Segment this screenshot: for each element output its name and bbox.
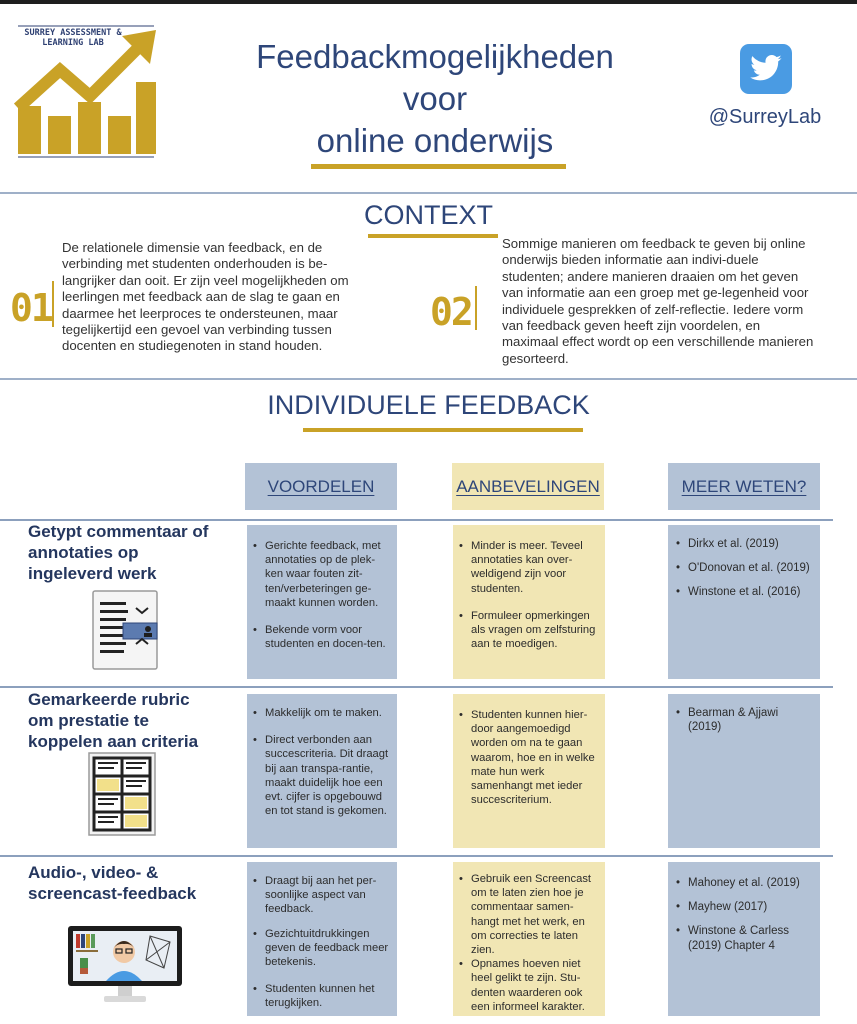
voordelen-cell <box>247 862 397 1016</box>
list-item: • Minder is meer. Teveel annotaties kan over-weldigend zijn voor studenten. <box>457 539 597 596</box>
list-item: • Gebruik een Screencast om te laten zien hoe je commentaar samen-hangt met het werk, en om correcties te laten zien. <box>457 872 597 957</box>
divider <box>0 378 857 380</box>
list-item: • Gezichtuitdrukkingen geven de feedback meer betekenis. <box>251 927 389 970</box>
row-title-audio-video: Audio-, video- & screencast-feedback <box>28 863 197 903</box>
context-bar-2 <box>475 286 477 330</box>
context-number-2: 02 <box>430 290 472 334</box>
column-header-voordelen: VOORDELEN <box>245 463 397 510</box>
list-item: • Gerichte feedback, met annotaties op de plek-ken waar fouten zit-ten/verbeteringen ge-maakt kunnen worden. <box>251 539 389 610</box>
row-title-typed-comments: Getypt commentaar of annotaties op ingeleverd werk <box>28 522 209 583</box>
surrey-lab-logo <box>14 24 159 160</box>
title-line-3: online onderwijs <box>316 122 554 159</box>
list-item: • Opnames hoeven niet heel gelikt te zijn. Stu-denten waarderen ook een informeel karakter. <box>457 957 597 1014</box>
reference-item: • Winstone & Carless (2019) Chapter 4 <box>674 924 814 952</box>
list-item: • Studenten kunnen het terugkijken. <box>251 982 389 1010</box>
meer-weten-cell <box>668 694 820 848</box>
aanbevelingen-cell <box>453 862 605 1016</box>
rubric-grid-icon <box>88 752 156 836</box>
list-item: • Draagt bij aan het per-soonlijke aspect van feedback. <box>251 874 389 917</box>
annotated-document-icon <box>92 590 158 670</box>
page-title <box>200 36 670 162</box>
video-monitor-icon <box>66 924 184 1006</box>
meer-weten-cell <box>668 862 820 1016</box>
context-text-1: De relationele dimensie van feedback, en de verbinding met studenten onderhouden is be-langrijker dan ooit. Er zijn veel mogelijkheden om leerlingen met feedback aan de slag te gaan en daarmee het leerproces te ondersteunen, maar tegelijkertijd een gevoel van verbinding tussen docenten en studiegenoten in stand houden. <box>62 240 349 354</box>
reference-item: • Bearman & Ajjawi (2019) <box>674 706 814 734</box>
list-item: • Direct verbonden aan succescriteria. Dit draagt bij aan transpa-rantie, maakt duidelijk hoe een evt. cijfer is opgebouwd en tot stand is gekomen. <box>251 733 389 818</box>
reference-item: • Dirkx et al. (2019) <box>674 537 814 551</box>
column-header-aanbevelingen: AANBEVELINGEN <box>452 463 604 510</box>
logo-text: SURREY ASSESSMENT & LEARNING LAB <box>24 28 122 48</box>
context-number-1: 01 <box>10 286 52 330</box>
meer-weten-cell <box>668 525 820 679</box>
title-line-1: Feedbackmogelijkheden <box>256 38 614 75</box>
voordelen-cell <box>247 525 397 679</box>
context-underline <box>368 234 498 238</box>
individual-feedback-underline <box>303 428 583 432</box>
context-text-2: Sommige manieren om feedback te geven bij online onderwijs bieden informatie aan indivi-duele studenten; andere manieren draaien om het geven van informatie aan een groep met ge-legenheid voor individuele gesprekken of zelf-reflectie. Iedere vorm van feedback geven heeft zijn voordelen, en maximaal effect wordt op een verschillende manieren gesorteerd. <box>502 236 814 366</box>
divider <box>0 192 857 194</box>
twitter-bird-icon[interactable] <box>740 44 792 94</box>
reference-item: • O'Donovan et al. (2019) <box>674 561 814 575</box>
list-item: • Studenten kunnen hier-door aangemoedigd worden om na te gaan waarom, hoe en in welke mate hun werk samenhangt met ieder succescriterium. <box>457 708 597 807</box>
context-bar-1 <box>52 281 54 327</box>
twitter-handle[interactable]: @SurreyLab <box>708 106 822 128</box>
list-item: • Formuleer opmerkingen als vragen om zelfsturing aan te moedigen. <box>457 609 597 652</box>
row-divider <box>0 686 833 688</box>
row-title-rubric: Gemarkeerde rubric om prestatie te koppelen aan criteria <box>28 690 199 751</box>
row-divider <box>0 855 833 857</box>
individual-feedback-title: INDIVIDUELE FEEDBACK <box>267 390 590 420</box>
list-item: • Bekende vorm voor studenten en docen-ten. <box>251 623 389 651</box>
title-line-2: voor <box>402 80 468 117</box>
aanbevelingen-cell <box>453 694 605 848</box>
top-border <box>0 0 857 4</box>
reference-item: • Mahoney et al. (2019) <box>674 876 814 890</box>
list-item: • Makkelijk om te maken. <box>251 706 389 720</box>
aanbevelingen-cell <box>453 525 605 679</box>
reference-item: • Winstone et al. (2016) <box>674 585 814 599</box>
voordelen-cell <box>247 694 397 848</box>
reference-item: • Mayhew (2017) <box>674 900 814 914</box>
column-header-meer-weten: MEER WETEN? <box>668 463 820 510</box>
context-title: CONTEXT <box>363 200 493 230</box>
title-underline <box>311 164 566 169</box>
